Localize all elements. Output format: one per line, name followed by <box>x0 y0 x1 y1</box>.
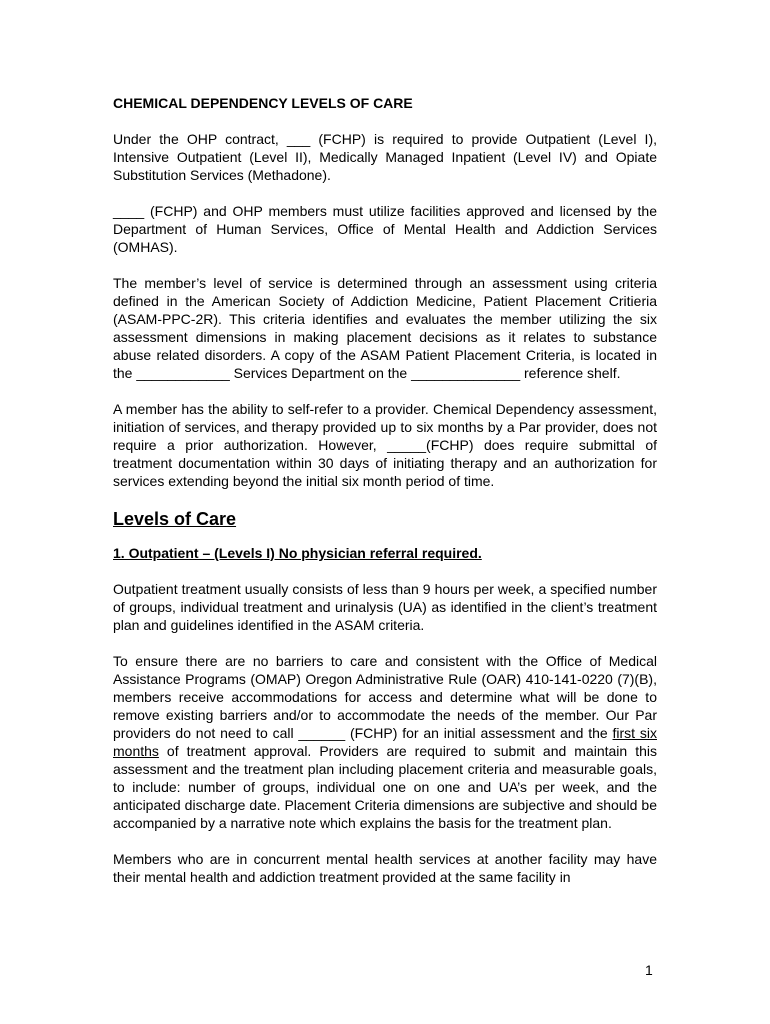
page-number: 1 <box>645 962 653 978</box>
heading-levels-of-care: Levels of Care <box>113 509 237 529</box>
paragraph-assessment: The member’s level of service is determined through an assessment using criteria defined in the American Society of Addiction Medicine, Patient Placement Critieria (ASAM-PPC-2R). This criteria identifies and evaluates the member utilizing the six assessment dimensions in making placement decisions as it relates to substance abuse related disorders. A copy of the ASAM Patient Placement Criteria, is located in the ____________ Services Department on the ______________ reference shelf. <box>113 275 657 381</box>
paragraph-barriers-part-1: To ensure there are no barriers to care and consistent with the Office of Medical Assistance Programs (OMAP) Oregon Administrative Rule (OAR) 410-141-0220 (7)(B), members receive accommodations for access and determine what will be done to remove existing barriers and/or to accommodate the needs of the member. Our Par providers do not need to call ______ (FCHP) for an initial assessment and the <box>113 653 657 741</box>
paragraph-self-refer: A member has the ability to self-refer to a provider. Chemical Dependency assessment, initiation of services, and therapy provided up to six months by a Par provider, does not require a prior authorization. However, _____(FCHP) does require submittal of treatment documentation within 30 days of initiating therapy and an authorization for services extending beyond the initial six month period of time. <box>113 401 657 489</box>
underlined-first-six-months: first six months <box>113 725 657 759</box>
paragraph-contract: Under the OHP contract, ___ (FCHP) is required to provide Outpatient (Level I), Intensive Outpatient (Level II), Medically Managed Inpatient (Level IV) and Opiate Substitution Services (Methadone). <box>113 131 657 183</box>
document-page <box>113 94 657 904</box>
paragraph-outpatient-treatment: Outpatient treatment usually consists of less than 9 hours per week, a specified number of groups, individual treatment and urinalysis (UA) as identified in the client’s treatment plan and guidelines identified in the ASAM criteria. <box>113 581 657 633</box>
paragraph-facilities: ____ (FCHP) and OHP members must utilize facilities approved and licensed by the Department of Human Services, Office of Mental Health and Addiction Services (OMHAS). <box>113 203 657 255</box>
paragraph-barriers-part-2: of treatment approval. Providers are required to submit and maintain this assessment and the treatment plan including placement criteria and measurable goals, to include: number of groups, individual one on one and UA’s per week, and the anticipated discharge date. Placement Criteria dimensions are subjective and should be accompanied by a narrative note which explains the basis for the treatment plan. <box>113 743 657 831</box>
paragraph-barriers <box>113 652 657 832</box>
document-title: CHEMICAL DEPENDENCY LEVELS OF CARE <box>113 95 413 111</box>
paragraph-concurrent-services: Members who are in concurrent mental health services at another facility may have their mental health and addiction treatment provided at the same facility in <box>113 851 657 885</box>
heading-outpatient: 1. Outpatient – (Levels I) No physician referral required. <box>113 545 482 561</box>
